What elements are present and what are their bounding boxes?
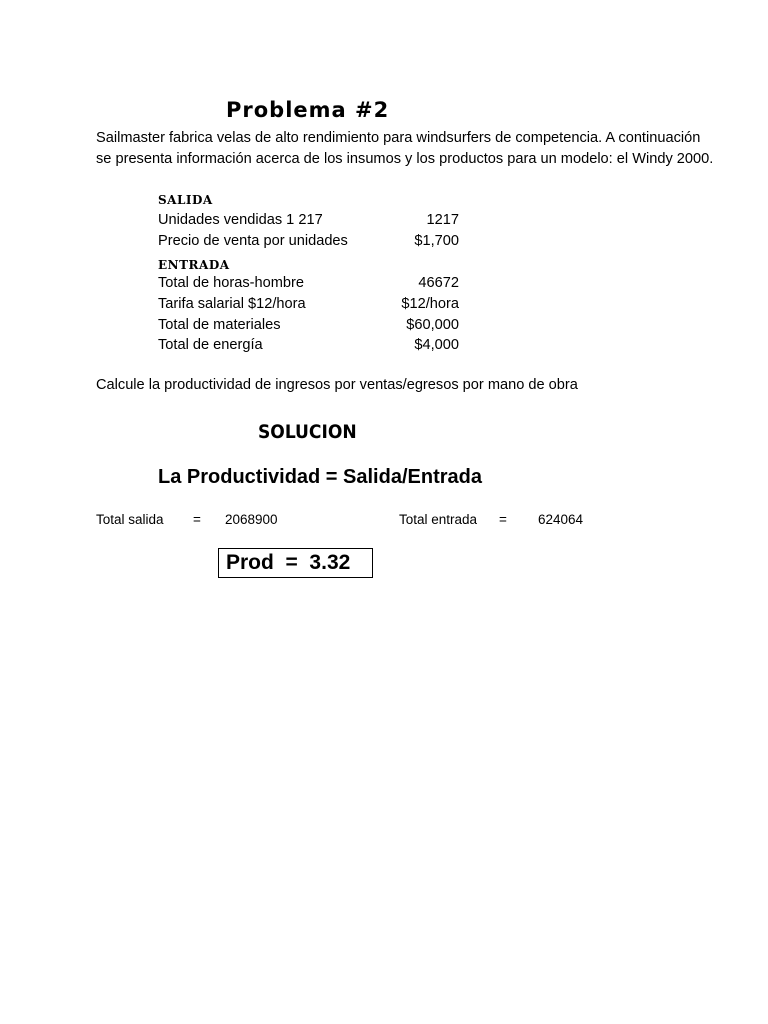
total-entrada-label: Total entrada xyxy=(399,512,478,527)
intro-line-2: se presenta información acerca de los insumos y los productos para un modelo: el Windy 2000. xyxy=(96,151,714,167)
entrada-row-value: $12/hora xyxy=(401,296,459,312)
question-text: Calcule la productividad de ingresos por ventas/egresos por mano de obra xyxy=(96,377,578,393)
entrada-row-value: $60,000 xyxy=(406,317,459,333)
page-title: Problema #2 xyxy=(226,98,390,122)
salida-row-label: Precio de venta por unidades xyxy=(158,233,348,249)
entrada-label: ENTRADA xyxy=(158,258,230,272)
productivity-result-box xyxy=(218,548,373,578)
total-entrada-value: 624064 xyxy=(538,512,584,527)
productivity-result: Prod = 3.32 xyxy=(226,551,351,574)
salida-row-value: $1,700 xyxy=(414,233,459,249)
productivity-formula: La Productividad = Salida/Entrada xyxy=(158,466,482,488)
entrada-row-label: Tarifa salarial $12/hora xyxy=(158,296,306,312)
total-salida-label: Total salida xyxy=(96,512,164,527)
entrada-row-value: 46672 xyxy=(418,275,459,291)
solution-heading: SOLUCION xyxy=(258,421,357,443)
entrada-row-label: Total de energía xyxy=(158,337,263,353)
total-salida-equals: = xyxy=(193,512,201,527)
intro-line-1: Sailmaster fabrica velas de alto rendimiento para windsurfers de competencia. A continuación xyxy=(96,130,701,146)
total-entrada-equals: = xyxy=(499,512,507,527)
entrada-row-label: Total de materiales xyxy=(158,317,281,333)
salida-row-label: Unidades vendidas 1 217 xyxy=(158,212,323,228)
entrada-row-label: Total de horas-hombre xyxy=(158,275,305,291)
entrada-row-value: $4,000 xyxy=(414,337,459,353)
salida-label: SALIDA xyxy=(158,193,213,207)
salida-row-value: 1217 xyxy=(426,212,459,228)
total-salida-value: 2068900 xyxy=(225,512,278,527)
